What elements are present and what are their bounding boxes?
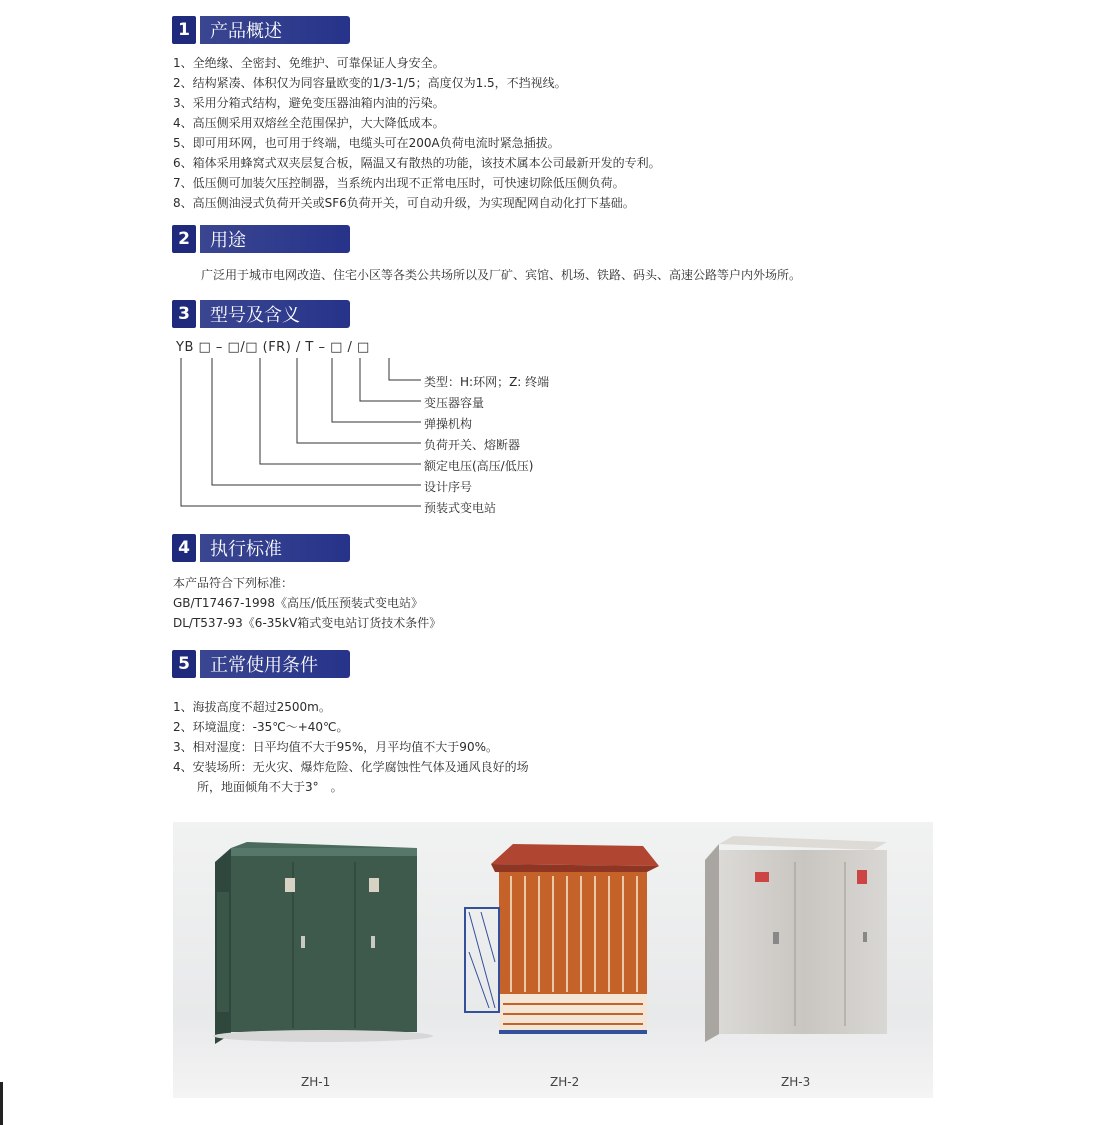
overview-item: 8、高压侧油浸式负荷开关或SF6负荷开关，可自动升级，为实现配网自动化打下基础。 [173,196,635,210]
condition-item: 2、环境温度：-35℃～+40℃。 [173,720,349,734]
standards-list [173,573,441,633]
standards-line: DL/T537-93《6-35kV箱式变电站订货技术条件》 [173,616,442,630]
product-caption: ZH-1 [301,1075,331,1089]
model-meaning: 弹操机构 [424,417,473,431]
model-meaning: 额定电压(高压/低压) [424,459,534,473]
page-edge-mark [0,1082,3,1125]
section-2-header [172,225,350,253]
section-number: 4 [172,534,196,562]
section-5-header [172,650,350,678]
section-number: 1 [172,16,196,44]
model-meaning: 设计序号 [424,480,473,494]
section-1-header [172,16,350,44]
condition-item: 所，地面倾角不大于3° 。 [173,780,343,794]
overview-item: 4、高压侧采用双熔丝全范围保护，大大降低成本。 [173,116,445,130]
section-title: 用途 [200,225,350,253]
standards-line: 本产品符合下列标准： [173,576,294,590]
condition-item: 3、相对湿度：日平均值不大于95%，月平均值不大于90%。 [173,740,498,754]
model-meaning: 变压器容量 [424,396,485,410]
overview-item: 7、低压侧可加装欠压控制器，当系统内出现不正常电压时，可快速切除低压侧负荷。 [173,176,625,190]
usage-text: 广泛用于城市电网改造、住宅小区等各类公共场所以及厂矿、宾馆、机场、铁路、码头、高速公路等户内外场所。 [201,268,802,282]
model-meaning: 类型：H:环网；Z: 终端 [424,375,550,389]
condition-item: 1、海拔高度不超过2500m。 [173,700,331,714]
section-number: 5 [172,650,196,678]
cabinet-zh1-image [213,842,433,1044]
model-meaning: 预装式变电站 [424,501,497,515]
model-code: YB □ – □/□ (FR) / T – □ / □ [176,340,370,355]
section-title: 正常使用条件 [200,650,350,678]
section-title: 型号及含义 [200,300,350,328]
section-title: 执行标准 [200,534,350,562]
section-number: 3 [172,300,196,328]
product-illustrations [173,822,933,1098]
conditions-list [173,697,529,797]
product-caption: ZH-3 [781,1075,811,1089]
overview-list [173,53,661,213]
condition-item: 4、安装场所：无火灾、爆炸危险、化学腐蚀性气体及通风良好的场 [173,760,529,774]
cabinet-zh2-image [465,844,659,1034]
section-4-header [172,534,350,562]
product-photo-panel [173,822,933,1098]
overview-item: 5、即可用环网，也可用于终端，电缆头可在200A负荷电流时紧急插拔。 [173,136,560,150]
section-number: 2 [172,225,196,253]
model-meaning: 负荷开关、熔断器 [424,438,521,452]
overview-item: 1、全绝缘、全密封、免维护、可靠保证人身安全。 [173,56,445,70]
overview-item: 6、箱体采用蜂窝式双夹层复合板，隔温又有散热的功能，该技术属本公司最新开发的专利。 [173,156,661,170]
overview-item: 3、采用分箱式结构，避免变压器油箱内油的污染。 [173,96,445,110]
product-caption: ZH-2 [550,1075,580,1089]
cabinet-zh3-image [705,836,887,1042]
section-title: 产品概述 [200,16,350,44]
section-3-header [172,300,350,328]
overview-item: 2、结构紧凑、体积仅为同容量欧变的1/3-1/5；高度仅为1.5，不挡视线。 [173,76,567,90]
standards-line: GB/T17467-1998《高压/低压预装式变电站》 [173,596,423,610]
model-diagram [176,340,736,520]
